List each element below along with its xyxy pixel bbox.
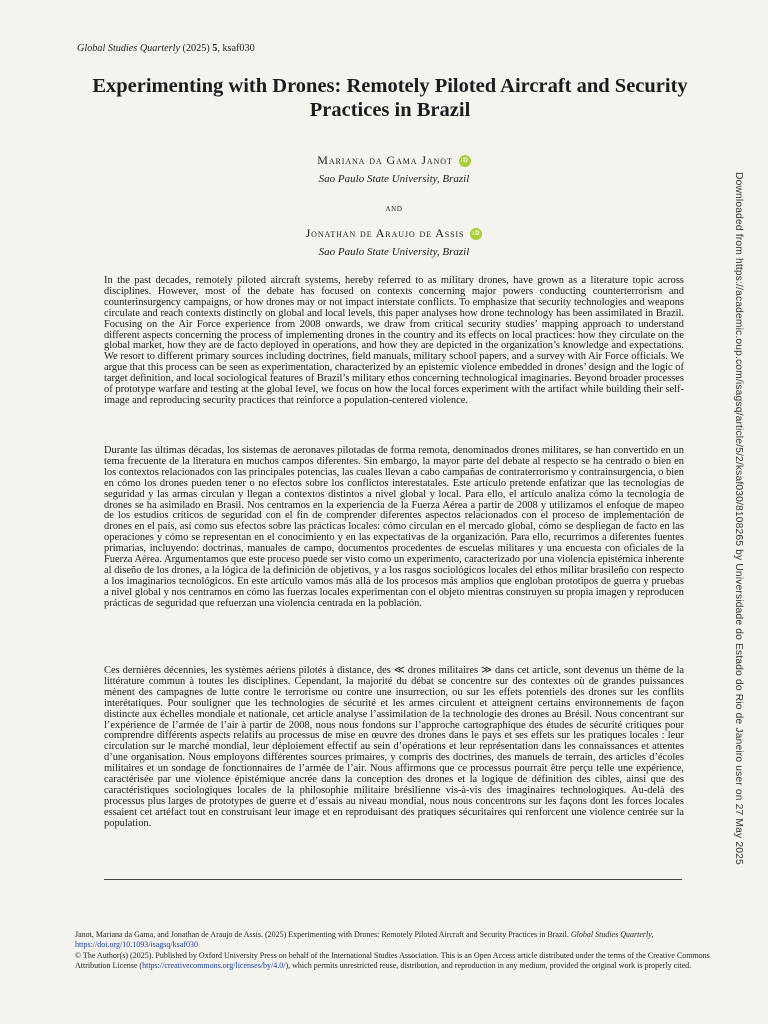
author-block-2 (104, 224, 684, 258)
author-affiliation-1: Sao Paulo State University, Brazil (318, 173, 470, 185)
author-block-1 (104, 151, 684, 185)
orcid-icon[interactable]: iD (470, 228, 482, 240)
license-link[interactable]: https://creativecommons.org/licenses/by/4.0/ (142, 961, 286, 971)
author-affiliation-2: Sao Paulo State University, Brazil (318, 246, 470, 258)
author-name-1-text[interactable]: Mariana da Gama Janot (317, 153, 453, 167)
citation-footer (75, 930, 715, 972)
journal-header (77, 43, 255, 54)
citation-journal: Global Studies Quarterly, (570, 930, 654, 939)
journal-volume: 5 (212, 43, 218, 54)
copyright-tail: ), which permits unrestricted reuse, distribution, and reproduction in any medium, provided the original work is properly cited. (285, 961, 692, 971)
download-watermark: Downloaded from https://academic.oup.com/isagsq/article/5/2/ksaf030/8108265 by Universidade do Estado do Rio de Janeiro user on 27 May 2025 (733, 172, 744, 865)
journal-year: (2025) (182, 43, 210, 54)
author-name-1[interactable] (317, 153, 470, 168)
paper-title: Experimenting with Drones: Remotely Piloted Aircraft and Security Practices in Brazil (92, 75, 688, 121)
abstract-spanish: Durante las últimas décadas, los sistemas de aeronaves pilotadas de forma remota, denominados drones militares, se han convertido en un tema frecuente de la literatura en muchos campos diferentes. Sin embargo, la mayor parte del debate al respecto se ha centrado o bien en los contextos relacionados con las principales potencias, las cuales llevan a cabo campañas de contraterrorismo y contrainsurgencia, o bien en cómo los drones pueden tener o no efectos sobre los conflictos interestatales. Este artículo pretende enfatizar que las tecnologías de seguridad y las armas circulan y llegan a contextos distintos a nivel global y local. Para ello, el artículo analiza cómo la tecnología de drones se ha asimilado en Brasil. Nos centramos en la experiencia de la Fuerza Aérea a partir de 2008 y utilizamos el enfoque de mapeo de los estudios críticos de seguridad con el fin de comprender diferentes aspectos relacionados con el proceso de implementación de drones en el país, así como sus efectos sobre las prácticas locales: cómo circulan en el mercado global, cómo se despliegan de facto en las operaciones y cómo se representan en el conocimiento y en las expectativas de la organización. Para ello, recurrimos a diferentes fuentes primarias, incluyendo: doctrinas, manuales de campo, documentos procedentes de escuelas militares y una encuesta con oficiales de la Fuerza Aérea. Argumentamos que este proceso puede ser visto como un experimento, caracterizado por una violencia epistémica inherente al diseño de los drones, a la lógica de la definición de objetivos, y a los rasgos sociológicos locales del ethos militar brasileño con respecto a los imaginarios tecnológicos. En este artículo vamos más allá de los procesos más amplios que engloban prototipos de guerra y pruebas a nivel global y nos centramos en cómo las fuerzas locales experimentan con el objeto mientras construyen su propia imagen y reproducen prácticas de seguridad que refuerzan una violencia centrada en la población. (104, 445, 684, 609)
author-name-2[interactable] (306, 226, 483, 241)
article-id: , ksaf030 (217, 43, 255, 54)
abstract-english: In the past decades, remotely piloted aircraft systems, hereby referred to as military drones, have grown as a literature topic across disciplines. However, most of the debate has focused on contexts concerning major powers conducting counterterrorism and counterinsurgency campaigns, or how drones may or not impact interstate conflicts. To emphasize that security technologies and weapons circulate and reach contexts distinctly on global and local levels, this paper analyses how drone technology has been assimilated in Brazil. Focusing on the Air Force experience from 2008 onwards, we draw from critical security studies’ mapping approach to understand different aspects concerning the process of implementing drones in the country and its effects on local practices: how they circulate on the global market, how they are de facto deployed in operations, and how they are depicted in the organization’s knowledge and expectations. We resort to different primary sources including doctrines, field manuals, military school papers, and a survey with Air Force officials. We argue that this process can be seen as experimentation, characterized by an epistemic violence embedded in drones’ design and the logic of target definition, and local sociological features of Brazil’s military ethos concerning technological imaginaries. Beyond broader processes of prototype warfare and testing at the global level, we focus on how the local forces experiment with the artifact while building their self-image and reproducing security practices that reinforce a population-centered violence. (104, 275, 684, 406)
journal-name: Global Studies Quarterly (77, 43, 180, 54)
citation-text: Janot, Mariana da Gama, and Jonathan de Araujo de Assis. (2025) Experimenting with Drones: Remotely Piloted Aircraft and Security Practices in Brazil. (75, 930, 569, 939)
abstract-french: Ces dernières décennies, les systèmes aériens pilotés à distance, des ≪ drones militaires ≫ dans cet article, sont devenus un thème de la littérature commun à toutes les disciplines. Cependant, la majorité du débat se concentre sur des contextes où de grandes puissances mènent des campagnes de lutte contre le terrorisme ou contre une insurrection, ou sur les effets potentiels des drones sur les conflits interétatiques. Pour souligner que les technologies de sécurité et les armes circulent et atteignent certains environnements de façon distincte aux échelles mondiale et nationale, cet article analyse l’assimilation de la technologie des drones au Brésil. Nous concentrant sur l’expérience de l’armée de l’air à partir de 2008, nous nous fondons sur l’approche cartographique des études de sécurité critiques pour comprendre différents aspects relatifs au processus de mise en œuvre des drones dans le pays et ses effets sur les pratiques locales : leur circulation sur le marché mondial, leur déploiement effectif au sein d’opérations et leur représentation dans les connaissances et attentes d’une organisation. Nous employons différentes sources primaires, y compris des doctrines, des manuels de terrain, des articles d’écoles militaires et un sondage de fonctionnaires de l’armée de l’air. Nous affirmons que ce processus pourrait être perçu telle une expérience, caractérisée par une violence épistémique ancrée dans la conception des drones et la logique de définition des cibles, ainsi que des caractéristiques sociologiques locales de la philosophie militaire brésilienne vis-à-vis des imaginaires technologiques. Au-delà des processus plus larges de prototypes de guerre et d’essais au niveau mondial, nous nous concentrons sur les façons dont les forces locales essaient cet artéfact tout en construisant leur image et en reproduisant des pratiques sécuritaires qui renforcent une violence centrée sur la population. (104, 665, 684, 829)
doi-link[interactable]: https://doi.org/10.1093/isagsq/ksaf030 (75, 940, 198, 950)
footer-divider (104, 879, 682, 880)
author-name-2-text[interactable]: Jonathan de Araujo de Assis (305, 226, 465, 240)
author-separator: and (385, 204, 403, 214)
orcid-icon[interactable]: iD (459, 155, 471, 167)
copyright-text: © The Author(s) (2025). Published by Oxford University Press on behalf of the International Studies Association. This is an Open Access article distributed under the terms of the Creative Commons Attribution License ( (75, 950, 710, 971)
